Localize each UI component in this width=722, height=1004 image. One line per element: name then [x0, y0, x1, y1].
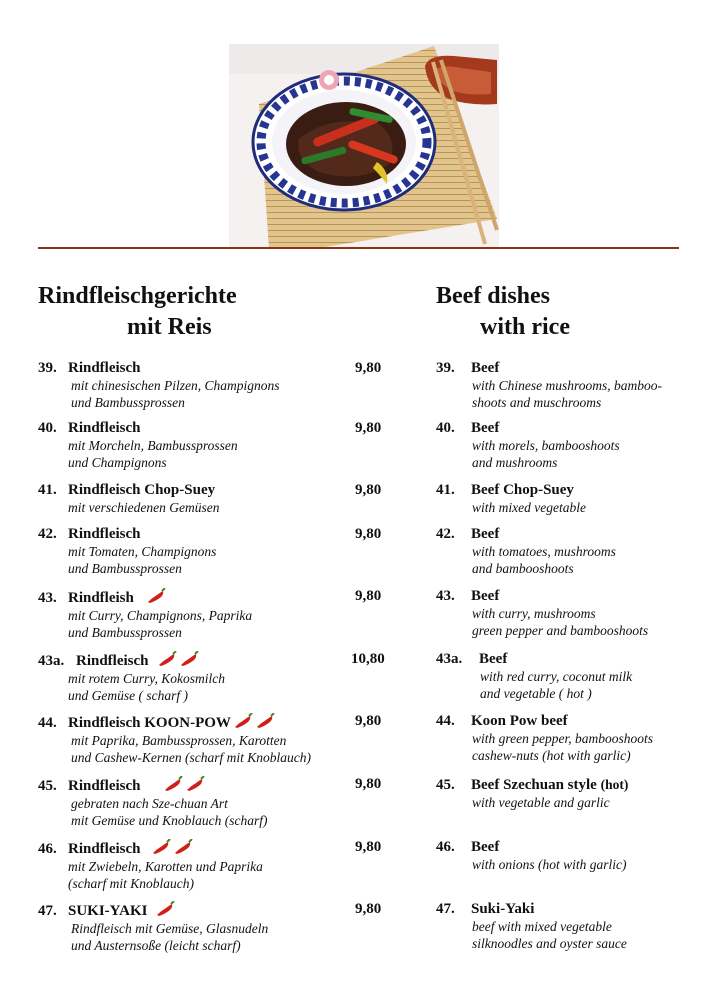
item-price: 9,80	[355, 420, 382, 436]
item-number: 41.	[436, 482, 455, 498]
chili-icon	[233, 713, 253, 729]
item-description: mit Zwiebeln, Karotten und Paprika	[68, 859, 263, 874]
item-name: Rindfleisch	[68, 526, 141, 542]
item-description: and mushrooms	[472, 455, 558, 470]
title-line: with rice	[480, 314, 570, 340]
chili-icon	[151, 839, 171, 855]
item-number: 45.	[436, 777, 455, 793]
item-name: Rindfleisch KOON-POW	[68, 715, 231, 731]
menu-item	[436, 713, 686, 764]
item-description: with onions (hot with garlic)	[472, 857, 627, 872]
menu-item	[38, 360, 408, 411]
item-name: Beef	[471, 588, 500, 604]
item-name: Suki-Yaki	[471, 901, 535, 917]
divider-rule	[38, 247, 679, 249]
item-description: gebraten nach Sze-chuan Art	[71, 796, 228, 811]
menu-item	[38, 776, 408, 829]
item-description: mit Curry, Champignons, Paprika	[68, 608, 253, 623]
item-name: Beef	[471, 360, 500, 376]
chili-icon	[155, 901, 175, 917]
item-description: with tomatoes, mushrooms	[472, 544, 616, 559]
item-number: 43.	[38, 590, 57, 606]
item-name: Beef	[471, 839, 500, 855]
item-description: und Bambussprossen	[71, 395, 185, 410]
item-number: 43a.	[436, 651, 463, 667]
item-description: with curry, mushrooms	[472, 606, 596, 621]
chili-icon	[255, 713, 275, 729]
item-description: beef with mixed vegetable	[472, 919, 612, 934]
item-number: 43.	[436, 588, 455, 604]
item-description: with mixed vegetable	[472, 500, 586, 515]
menu-item	[436, 360, 686, 411]
item-number: 44.	[436, 713, 455, 729]
item-number: 46.	[38, 841, 57, 857]
item-number: 47.	[38, 903, 57, 919]
item-name: Beef	[471, 420, 500, 436]
item-number: 45.	[38, 778, 57, 794]
item-description: Rindfleisch mit Gemüse, Glasnudeln	[71, 921, 269, 936]
item-price: 9,80	[355, 839, 382, 855]
dish-photo	[229, 44, 499, 248]
item-description: (scharf mit Knoblauch)	[68, 876, 194, 891]
hot-label: (hot)	[600, 777, 629, 792]
page-title-de	[38, 281, 278, 343]
chili-icon	[185, 776, 205, 792]
page-title-en	[436, 281, 616, 343]
item-description: and bambooshoots	[472, 561, 574, 576]
menu-item	[436, 526, 686, 577]
menu-item	[38, 651, 408, 704]
item-description: with Chinese mushrooms, bamboo-	[472, 378, 663, 393]
item-description: green pepper and bambooshoots	[472, 623, 649, 638]
item-number: 47.	[436, 901, 455, 917]
menu-item	[436, 420, 686, 471]
item-price: 9,80	[355, 360, 382, 376]
title-line: mit Reis	[127, 314, 212, 340]
item-number: 42.	[436, 526, 455, 542]
item-price: 9,80	[355, 713, 382, 729]
item-description: mit rotem Curry, Kokosmilch	[68, 671, 225, 686]
menu-item	[436, 588, 686, 639]
menu-item	[38, 901, 408, 954]
item-price: 10,80	[351, 651, 385, 667]
item-name: Beef	[471, 526, 500, 542]
item-number: 44.	[38, 715, 57, 731]
item-name: Rindfleisch	[68, 420, 141, 436]
item-description: und Champignons	[68, 455, 167, 470]
menu-item	[38, 482, 408, 516]
item-description: mit Paprika, Bambussprossen, Karotten	[71, 733, 287, 748]
chili-icon	[163, 776, 183, 792]
item-description: and vegetable ( hot )	[480, 686, 592, 701]
item-name: Rindfleisch	[68, 778, 141, 794]
menu-item	[436, 651, 686, 702]
item-number: 40.	[436, 420, 455, 436]
item-number: 46.	[436, 839, 455, 855]
item-name: Rindfleisch	[68, 841, 141, 857]
chili-icon	[157, 651, 177, 667]
item-description: with green pepper, bambooshoots	[472, 731, 653, 746]
item-description: und Gemüse ( scharf )	[68, 688, 188, 703]
menu-item	[436, 839, 686, 873]
item-description: und Austernsoße (leicht scharf)	[71, 938, 241, 953]
item-price: 9,80	[355, 482, 382, 498]
item-price: 9,80	[355, 588, 382, 604]
item-name: Rindfleisch	[76, 653, 149, 669]
item-description: silknoodles and oyster sauce	[472, 936, 627, 951]
item-name: Rindfleisch Chop-Suey	[68, 482, 216, 498]
item-description: mit chinesischen Pilzen, Champignons	[71, 378, 280, 393]
item-description: mit Morcheln, Bambussprossen	[68, 438, 238, 453]
menu-item	[38, 839, 408, 892]
chili-icon	[146, 588, 166, 604]
item-description: shoots and muschrooms	[472, 395, 602, 410]
menu-item	[436, 776, 686, 811]
item-number: 43a.	[38, 653, 65, 669]
menu-item	[38, 588, 408, 641]
item-name: SUKI-YAKI	[68, 903, 148, 919]
item-description: mit Gemüse und Knoblauch (scharf)	[71, 813, 268, 828]
item-description: with red curry, coconut milk	[480, 669, 633, 684]
chili-icon	[179, 651, 199, 667]
title-line: Rindfleischgerichte	[38, 283, 237, 309]
menu-item	[436, 901, 686, 952]
item-name: Beef	[479, 651, 508, 667]
item-number: 40.	[38, 420, 57, 436]
item-description: with vegetable and garlic	[472, 795, 610, 810]
chili-icon	[173, 839, 193, 855]
item-name: Rindfleish	[68, 590, 134, 606]
item-name: Beef Chop-Suey	[471, 482, 574, 498]
item-description: und Cashew-Kernen (scharf mit Knoblauch)	[71, 750, 311, 765]
item-description: und Bambussprossen	[68, 625, 182, 640]
item-number: 42.	[38, 526, 57, 542]
item-description: mit verschiedenen Gemüsen	[68, 500, 220, 515]
menu-item	[436, 482, 686, 516]
item-description: cashew-nuts (hot with garlic)	[472, 748, 631, 763]
item-number: 39.	[436, 360, 455, 376]
item-description: with morels, bambooshoots	[472, 438, 620, 453]
item-price: 9,80	[355, 901, 382, 917]
item-name: Koon Pow beef	[471, 713, 568, 729]
menu-item	[38, 420, 408, 471]
menu-item	[38, 526, 408, 577]
item-price: 9,80	[355, 776, 382, 792]
item-number: 39.	[38, 360, 57, 376]
menu-item	[38, 713, 408, 766]
item-description: mit Tomaten, Champignons	[68, 544, 217, 559]
item-description: und Bambussprossen	[68, 561, 182, 576]
item-name: Beef Szechuan style	[471, 777, 597, 793]
item-name: Rindfleisch	[68, 360, 141, 376]
item-number: 41.	[38, 482, 57, 498]
title-line: Beef dishes	[436, 283, 550, 309]
item-price: 9,80	[355, 526, 382, 542]
